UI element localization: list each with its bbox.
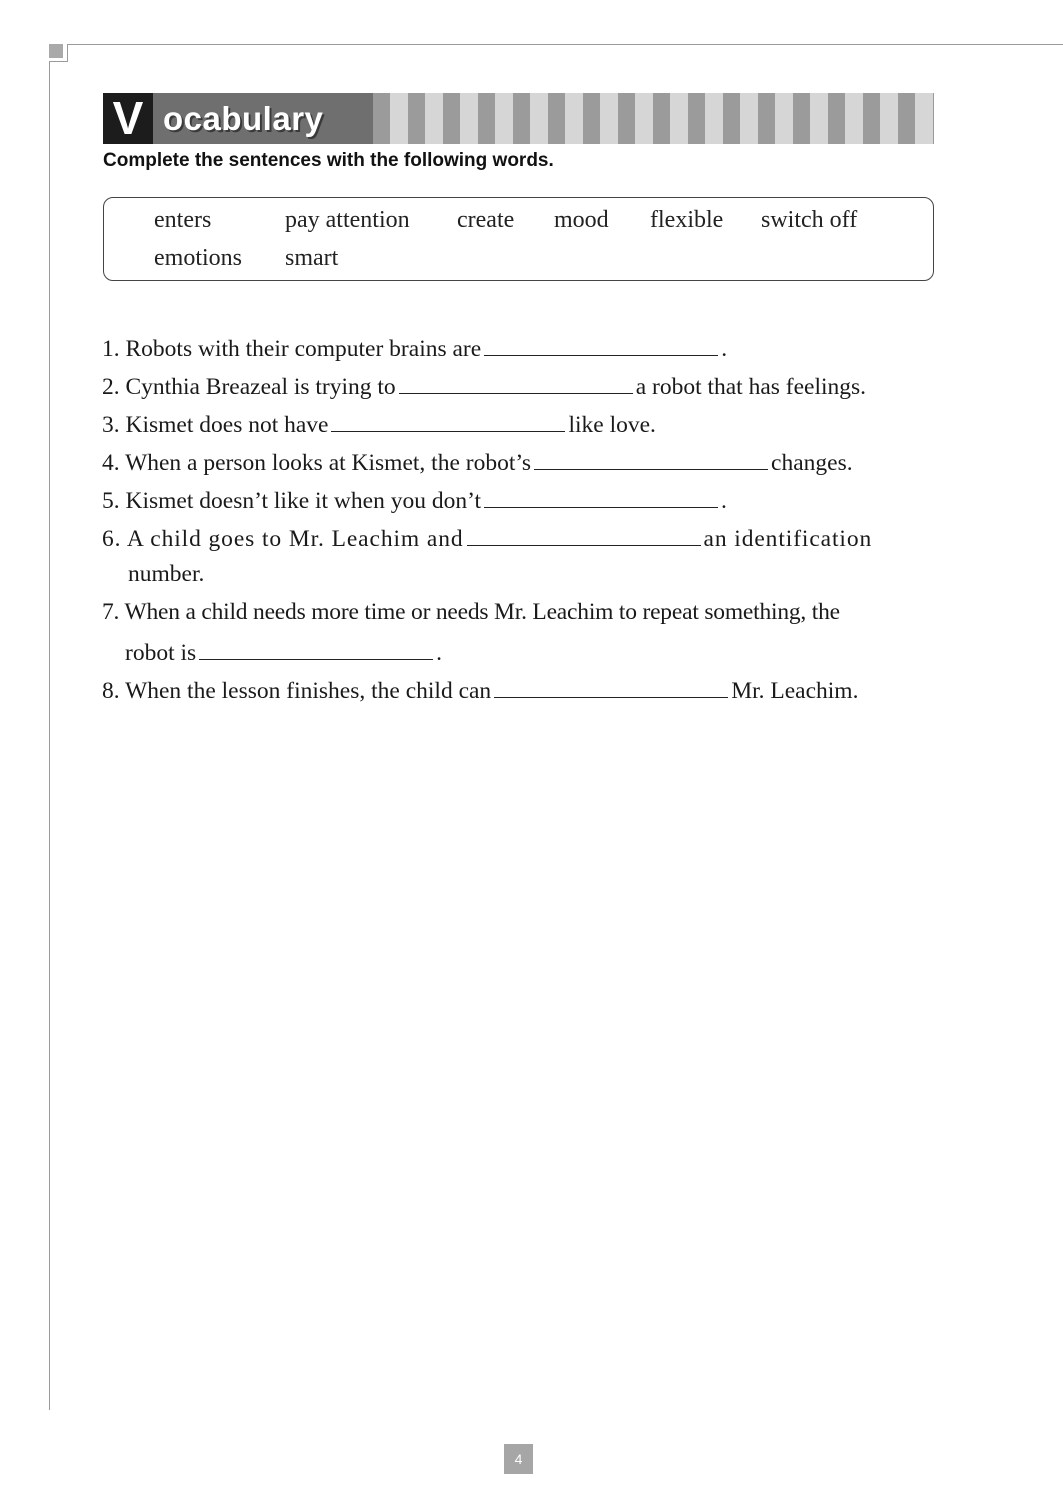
exercise-sentence-1 <box>102 333 727 363</box>
sentence-text: a robot that has feelings. <box>635 374 867 400</box>
answer-blank[interactable] <box>199 637 433 660</box>
sentence-text: like love. <box>568 412 656 438</box>
corner-mark <box>49 44 63 58</box>
banner-stripes <box>373 93 934 144</box>
word-bank-item: flexible <box>650 207 724 233</box>
word-bank-item: emotions <box>154 245 242 271</box>
corner-hook <box>49 61 68 62</box>
answer-blank[interactable] <box>399 371 633 394</box>
exercise-sentence-6-continued <box>128 561 204 588</box>
exercise-sentence-2 <box>102 371 866 401</box>
sentence-text: . <box>721 488 727 514</box>
sentence-text: robot is <box>125 640 197 666</box>
corner-hook <box>67 44 68 62</box>
top-border-line <box>67 44 1063 45</box>
sentence-text: an identification <box>703 526 873 552</box>
exercise-sentence-5 <box>102 485 727 515</box>
exercise-sentence-3 <box>102 409 656 439</box>
answer-blank[interactable] <box>534 447 768 470</box>
sentence-text: 7. When a child needs more time or needs Mr. Leachim to repeat something, the <box>102 599 840 625</box>
answer-blank[interactable] <box>484 333 718 356</box>
answer-blank[interactable] <box>331 409 565 432</box>
word-bank-item: pay attention <box>285 207 410 233</box>
word-bank-item: smart <box>285 245 339 271</box>
sentence-text: 1. Robots with their computer brains are <box>102 336 482 362</box>
answer-blank[interactable] <box>467 523 701 546</box>
exercise-sentence-7 <box>102 599 840 626</box>
banner-title: ocabulary <box>153 93 373 144</box>
sentence-text: . <box>436 640 443 666</box>
sentence-text: 2. Cynthia Breazeal is trying to <box>102 374 396 400</box>
word-bank-item: mood <box>554 207 609 233</box>
word-bank-item: switch off <box>761 207 858 233</box>
word-bank-item: create <box>457 207 515 233</box>
word-bank-item: enters <box>154 207 212 233</box>
sentence-text: 8. When the lesson finishes, the child can <box>102 678 492 704</box>
sentence-text: 4. When a person looks at Kismet, the robot’s <box>102 450 532 476</box>
answer-blank[interactable] <box>484 485 718 508</box>
page-number: 4 <box>504 1444 533 1474</box>
exercise-instruction: Complete the sentences with the following words. <box>103 150 554 171</box>
sentence-text: 5. Kismet doesn’t like it when you don’t <box>102 488 482 514</box>
sentence-text: 3. Kismet does not have <box>102 412 329 438</box>
answer-blank[interactable] <box>494 675 728 698</box>
left-border-line <box>49 62 50 1410</box>
sentence-text: changes. <box>771 450 853 476</box>
sentence-text: 6. A child goes to Mr. Leachim and <box>102 526 464 552</box>
word-bank <box>103 197 934 281</box>
sentence-text: Mr. Leachim. <box>731 678 859 704</box>
banner-initial-letter: V <box>103 93 153 144</box>
exercise-sentence-4 <box>102 447 853 477</box>
exercise-sentence-7-continued <box>125 637 442 667</box>
exercise-sentence-8 <box>102 675 858 705</box>
sentence-text: number. <box>128 561 205 587</box>
section-banner <box>103 93 934 144</box>
exercise-sentence-6 <box>102 523 872 553</box>
sentence-text: . <box>721 336 728 362</box>
